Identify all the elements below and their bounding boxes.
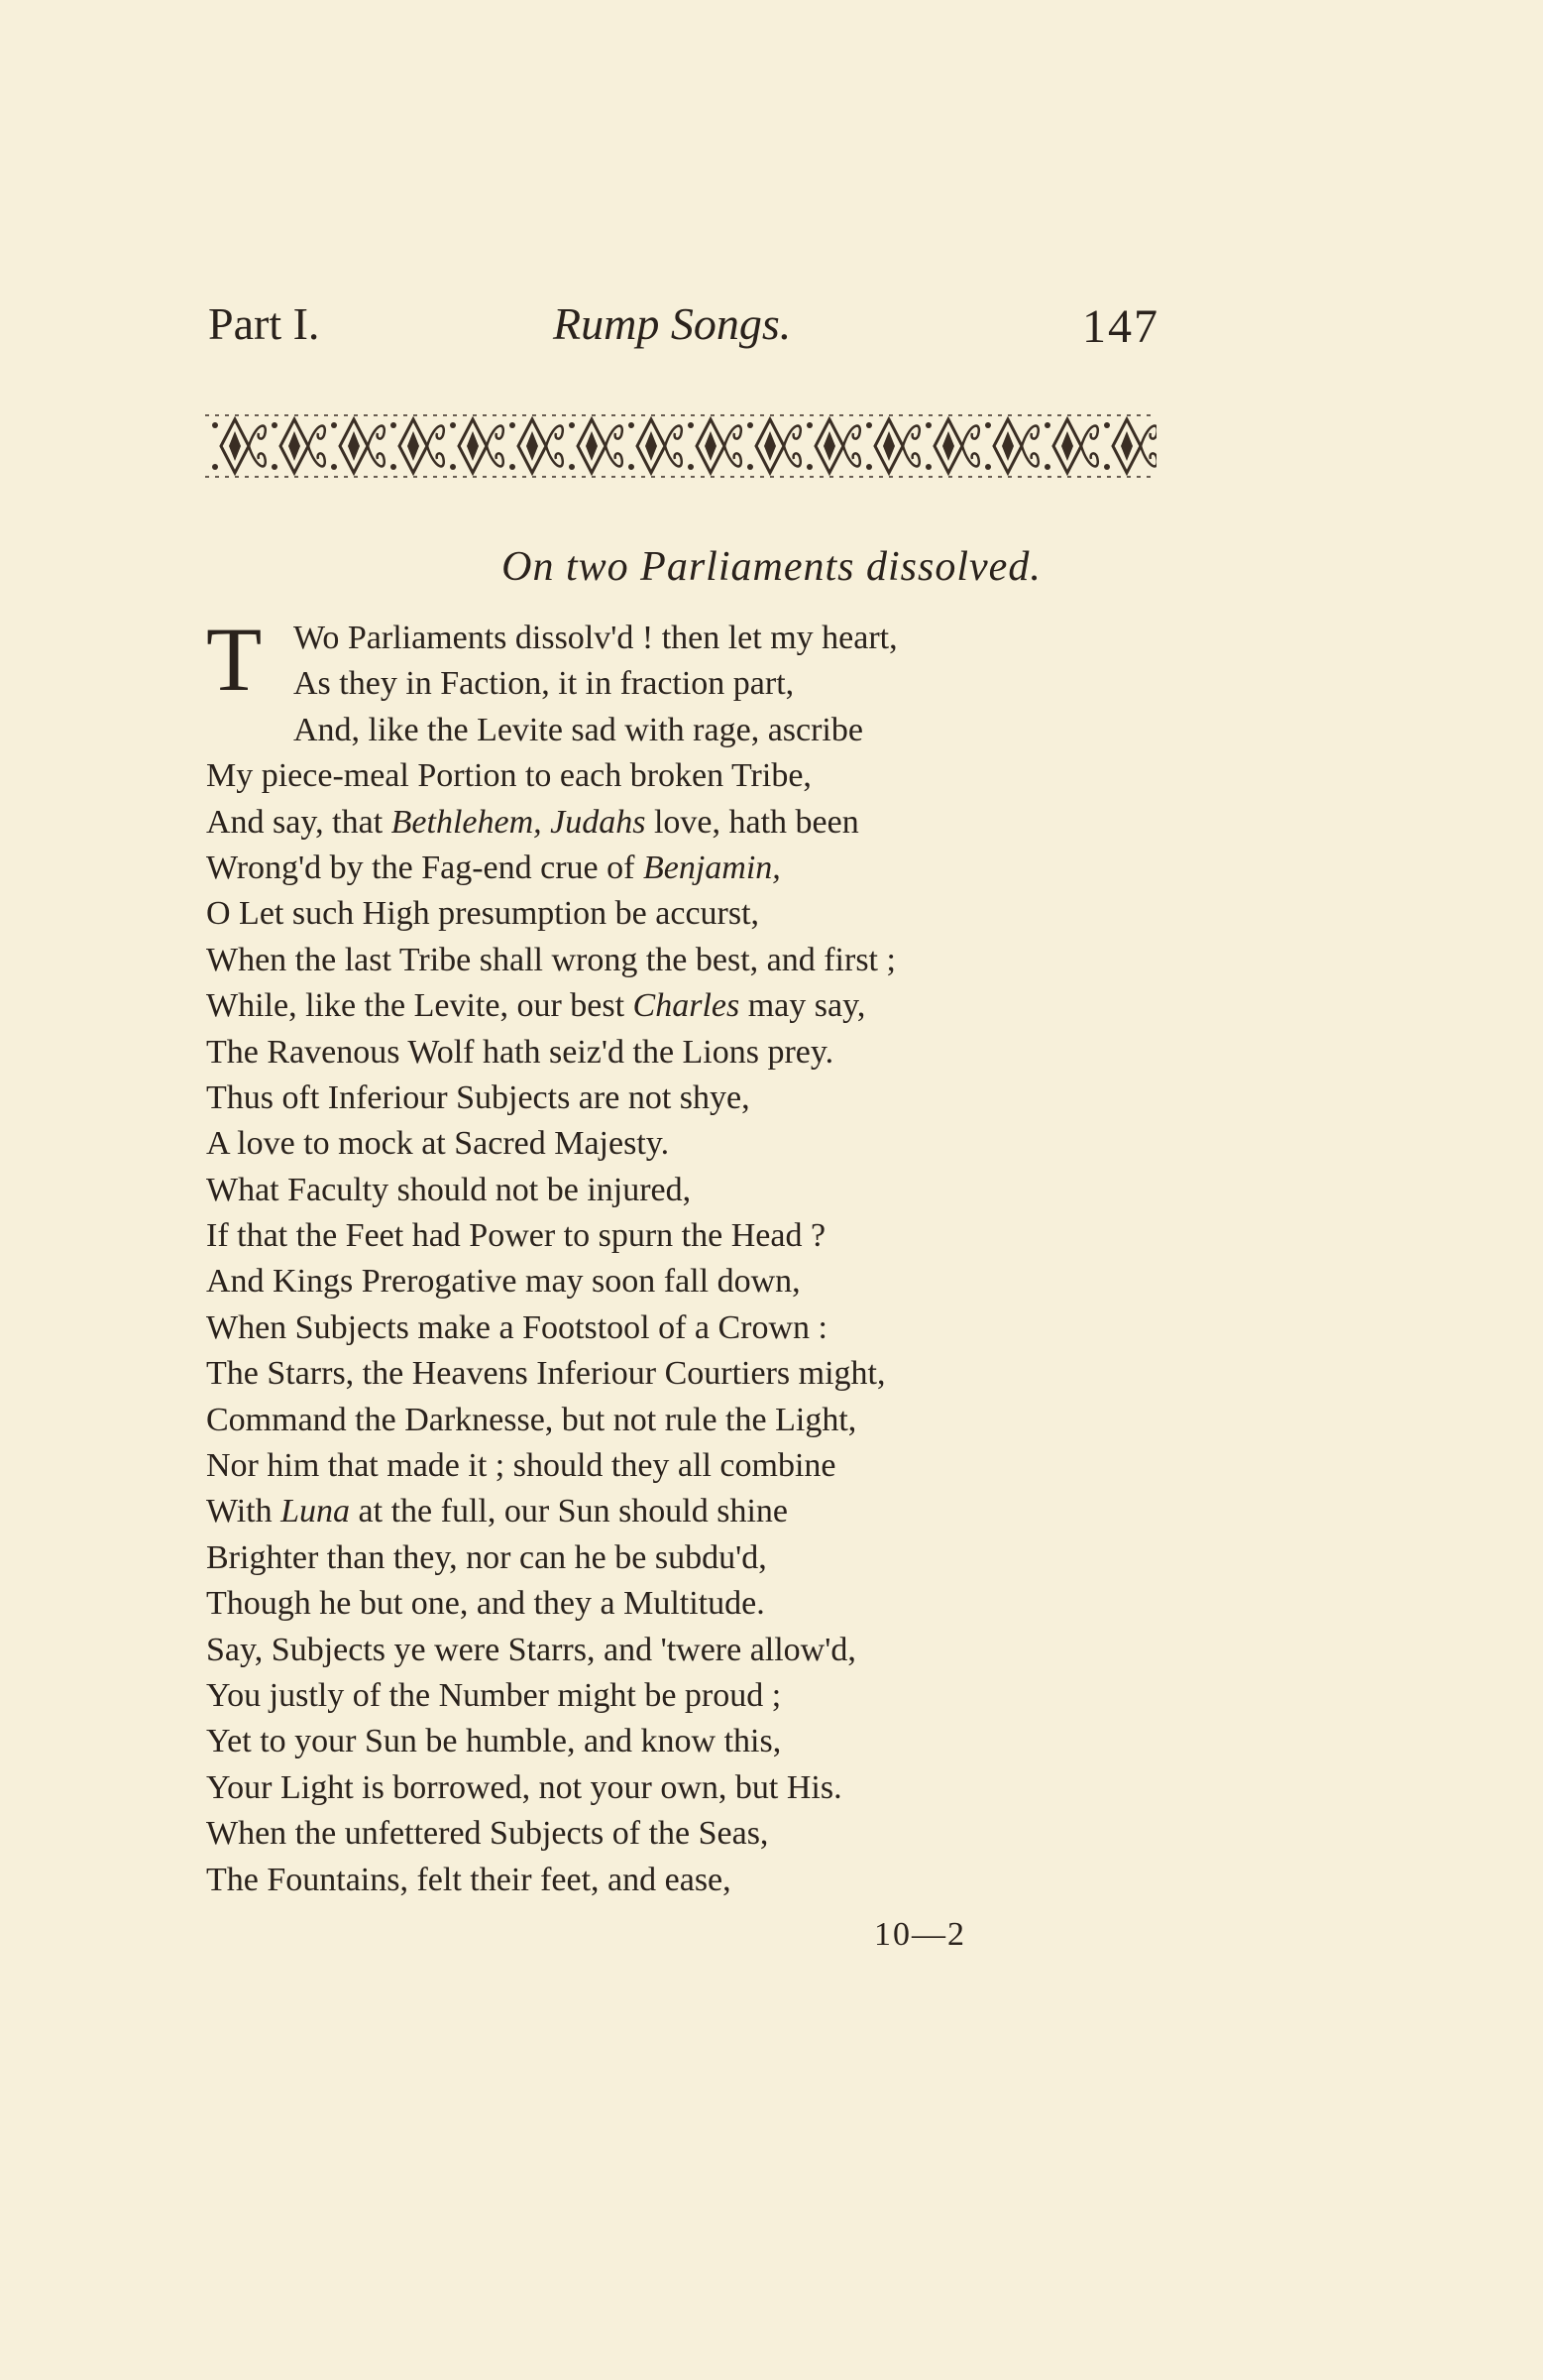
part-label: Part I.	[208, 298, 320, 349]
poem-line: And, like the Levite sad with rage, ascribe	[293, 711, 863, 748]
ornament-motif	[450, 419, 503, 473]
poem-line: Your Light is borrowed, not your own, but His.	[206, 1768, 842, 1806]
ornament-motif	[926, 419, 979, 473]
poem-line	[206, 846, 1098, 891]
poem-line: Thus oft Inferiour Subjects are not shye,	[206, 1078, 750, 1116]
poem-title: On two Parliaments dissolved.	[501, 544, 1042, 590]
text-span: Wrong'd by the Fag-end crue of	[206, 849, 643, 886]
poem-line: Say, Subjects ye were Starrs, and 'twere allow'd,	[206, 1631, 856, 1668]
italic-text: Benjamin,	[642, 849, 781, 886]
text-span: at the full, our Sun should shine	[350, 1493, 789, 1530]
decorative-band-icon	[205, 411, 1157, 481]
ornament-motif	[688, 419, 741, 473]
poem-line: As they in Faction, it in fraction part,	[293, 665, 795, 703]
ornament-motif	[509, 419, 563, 473]
text-span: may say,	[739, 987, 866, 1025]
poem-line	[206, 1489, 1098, 1534]
poem-line: Yet to your Sun be humble, and know this,	[206, 1723, 782, 1760]
text-span: And say, that	[206, 803, 391, 841]
ornament-motif	[1104, 419, 1157, 473]
poem-line: Wo Parliaments dissolv'd ! then let my heart,	[293, 620, 898, 656]
poem-line: My piece-meal Portion to each broken Tribe,	[206, 757, 812, 795]
page-number: 147	[1082, 300, 1159, 353]
poem-line: Command the Darknesse, but not rule the Light,	[206, 1401, 857, 1438]
ornament-motif	[212, 419, 266, 473]
ornament-motif	[390, 419, 444, 473]
ornament-motif	[331, 419, 385, 473]
poem-line: The Ravenous Wolf hath seiz'd the Lions prey.	[206, 1033, 834, 1071]
poem-line: O Let such High presumption be accurst,	[206, 895, 760, 933]
ornament-motif	[866, 419, 920, 473]
text-span: love, hath been	[645, 803, 859, 841]
running-title: Rump Songs.	[553, 298, 792, 349]
poem-line: When the last Tribe shall wrong the best, and first ;	[206, 941, 896, 978]
italic-text: Luna	[280, 1493, 351, 1530]
poem-line: Nor him that made it ; should they all combine	[206, 1447, 836, 1485]
poem-line: If that the Feet had Power to spurn the Head ?	[206, 1217, 827, 1255]
signature-mark: 10—2	[874, 1916, 966, 1953]
poem-line: Brighter than they, nor can he be subdu'd,	[206, 1538, 767, 1576]
ornament-motif	[747, 419, 801, 473]
poem-line: Though he but one, and they a Multitude.	[206, 1585, 765, 1623]
poem-line: A love to mock at Sacred Majesty.	[206, 1125, 670, 1163]
text-span: While, like the Levite, our best	[206, 987, 633, 1025]
drop-cap: T	[206, 609, 263, 710]
ornament-motif	[569, 419, 622, 473]
poem-body	[206, 609, 1098, 1903]
italic-text: Bethlehem, Judahs	[390, 803, 646, 841]
poem-line: When Subjects make a Footstool of a Crown :	[206, 1308, 828, 1346]
ornament-motif	[807, 419, 860, 473]
poem-line: And Kings Prerogative may soon fall down,	[206, 1263, 801, 1301]
running-header	[208, 297, 1159, 367]
poem-line: What Faculty should not be injured,	[206, 1171, 692, 1208]
poem-line	[206, 983, 1098, 1029]
text-span: With	[206, 1493, 281, 1530]
ornament-motif	[272, 419, 325, 473]
italic-text: Charles	[632, 987, 740, 1025]
poem-line	[206, 800, 1098, 846]
ornament-motif	[1045, 419, 1098, 473]
ornament-motif	[628, 419, 682, 473]
poem-line: You justly of the Number might be proud ;	[206, 1676, 782, 1714]
poem-line: The Fountains, felt their feet, and ease,	[206, 1861, 731, 1898]
ornament-motif	[985, 419, 1039, 473]
poem-line: The Starrs, the Heavens Inferiour Courtiers might,	[206, 1355, 886, 1393]
poem-line: When the unfettered Subjects of the Seas,	[206, 1815, 769, 1853]
